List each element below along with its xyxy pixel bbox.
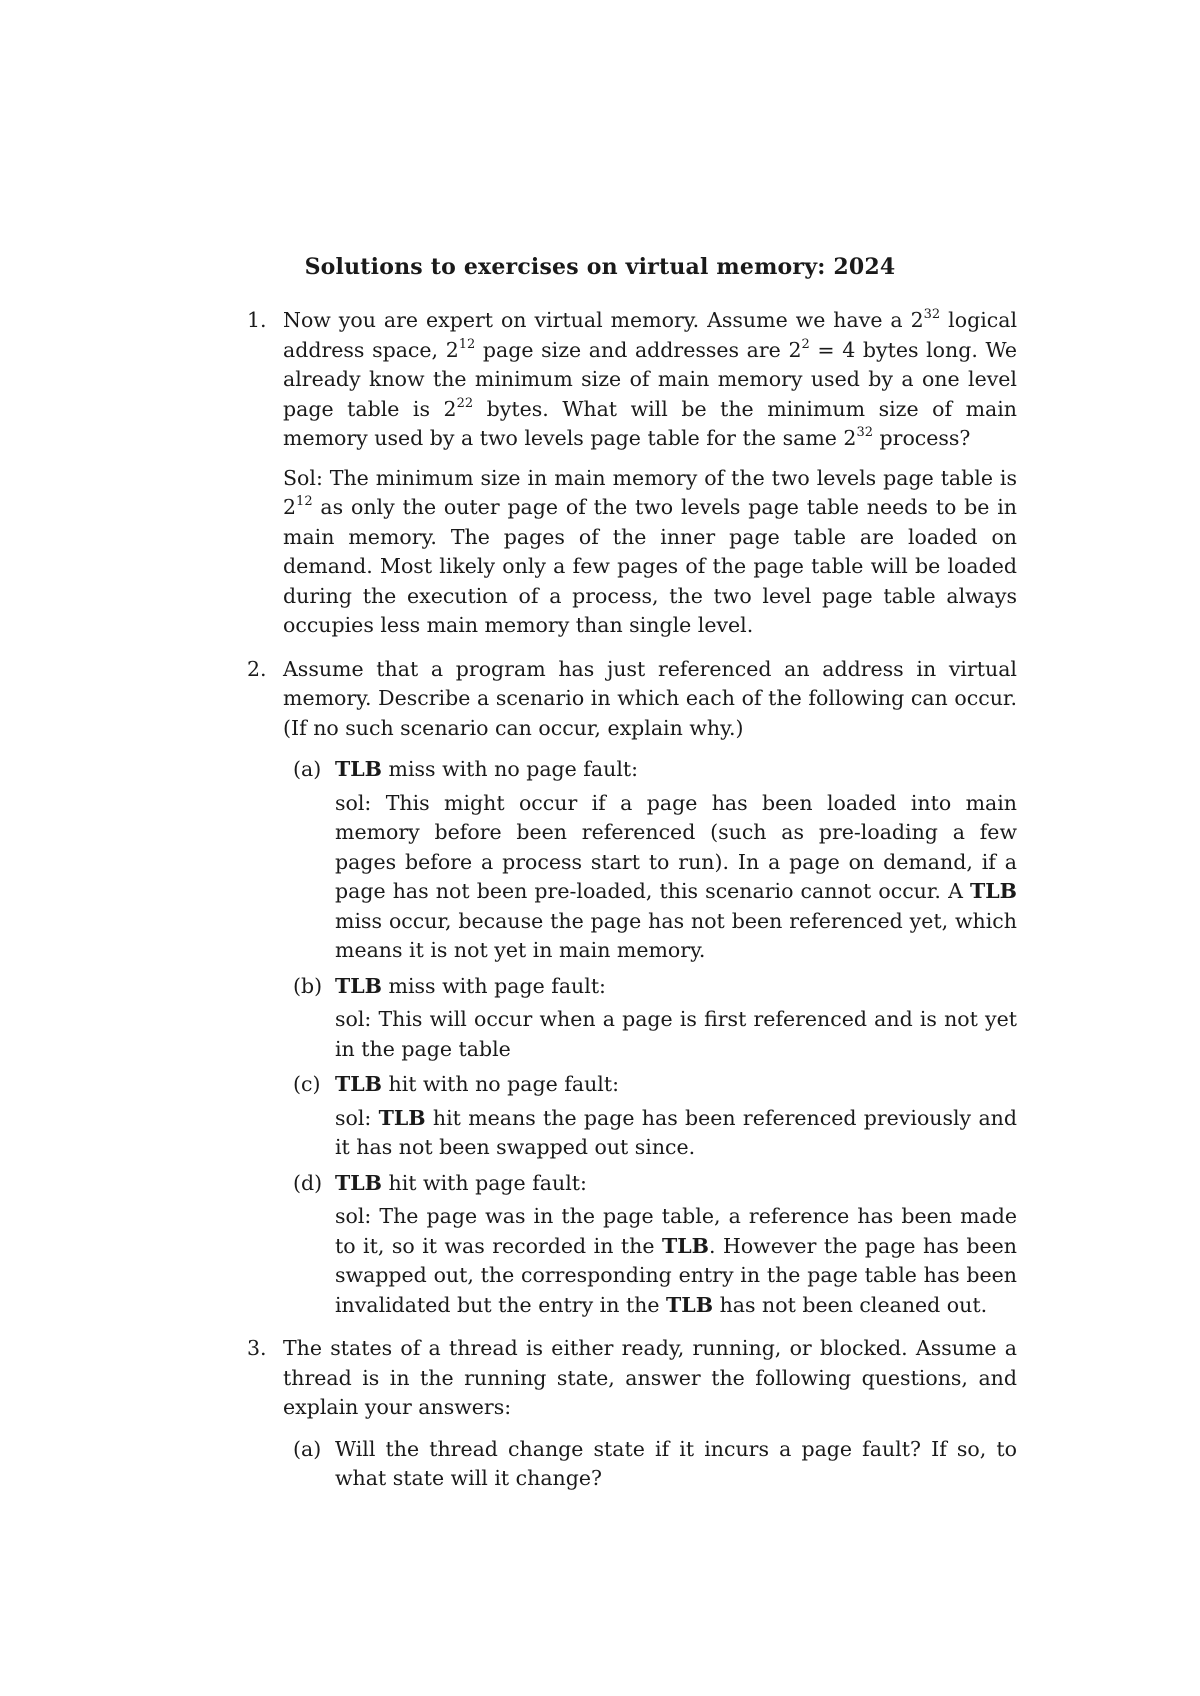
exercise-number: 1.	[247, 308, 267, 332]
text-run: hit with page fault:	[382, 1170, 587, 1195]
sub-question-a	[293, 1435, 1017, 1494]
text-run: sol: The page was in the page table, a reference has been made to it, so it was recorded in the	[335, 1204, 1017, 1258]
exponent: 32	[923, 307, 941, 322]
term-tlb: TLB	[335, 973, 382, 998]
sub-label: (b)	[293, 973, 323, 998]
sub-question-list	[293, 755, 1017, 1320]
sub-question-text	[335, 972, 1017, 1002]
exercise-1-solution	[283, 464, 1017, 641]
text-run: sol: This might occur if a page has been loaded into main memory before been referenced (such as pre-loading a few pages before a process start to run). In a page on demand, if a page has not been pre-loaded, this scenario cannot occur. A	[335, 790, 1017, 903]
text-run: as only the outer page of the two levels page table needs to be in main memory. The pages of the inner page table are loaded on demand. Most likely only a few pages of the page table will be loaded during the execution of a process, the two level page table always occupies less main memory than single level.	[283, 495, 1017, 637]
exercise-2	[247, 655, 1017, 1321]
sub-question-c	[293, 1070, 1017, 1163]
exercise-2-question: Assume that a program has just referenced an address in virtual memory. Describe a scenario in which each of the following can occur. (If no such scenario can occur, explain why.)	[283, 656, 1017, 740]
exponent: 12	[296, 494, 313, 509]
page-title: Solutions to exercises on virtual memory: 2024	[304, 254, 896, 280]
text-run: Now you are expert on virtual memory. Assume we have a 2	[283, 308, 924, 332]
text-run: has not been cleaned out.	[713, 1292, 988, 1317]
text-run: . However the page has been swapped out, the corresponding entry in the page table has been invalidated but the entry in the	[335, 1233, 1017, 1317]
text-run: miss occur, because the page has not been referenced yet, which means it is not yet in main memory.	[335, 908, 1017, 962]
sub-question-list	[293, 1435, 1017, 1494]
exponent: 22	[456, 395, 474, 411]
term-tlb: TLB	[666, 1292, 714, 1317]
text-run: process?	[873, 426, 971, 450]
term-tlb: TLB	[970, 879, 1017, 903]
exercise-3	[247, 1334, 1017, 1494]
text-run: hit means the page has been referenced previously and it has not been swapped out since.	[335, 1105, 1017, 1159]
text-run: page size and addresses are 2	[475, 337, 802, 362]
sub-answer	[335, 1202, 1017, 1320]
term-tlb: TLB	[378, 1105, 426, 1130]
text-run: = 4 bytes long. We already know the minimum size of main memory used by a one level page table is 2	[283, 337, 1018, 421]
text-run: sol:	[335, 1105, 379, 1130]
text-run: hit with no page fault:	[382, 1072, 619, 1096]
term-tlb: TLB	[661, 1233, 709, 1258]
sub-question-text: Will the thread change state if it incurs a page fault? If so, to what state will it change?	[335, 1436, 1017, 1490]
sub-question-b	[293, 972, 1017, 1065]
exercise-1	[247, 306, 1017, 641]
text-run: miss with page fault:	[382, 973, 606, 998]
exercise-number: 2.	[247, 656, 267, 681]
sub-label: (a)	[293, 757, 322, 781]
term-tlb: TLB	[335, 1170, 382, 1195]
exponent: 32	[856, 425, 873, 440]
exponent: 12	[458, 336, 476, 352]
sub-answer	[335, 789, 1017, 966]
sub-answer: sol: This will occur when a page is first referenced and is not yet in the page table	[335, 1007, 1017, 1061]
sub-label: (a)	[293, 1436, 322, 1461]
sub-question-text	[335, 1169, 1017, 1199]
term-tlb: TLB	[335, 757, 382, 781]
text-run: bytes. What will be the minimum size of main memory used by a two levels page table for the same 2	[283, 396, 1017, 450]
sub-label: (c)	[293, 1072, 321, 1096]
text-run: miss with no page fault:	[382, 757, 639, 781]
exercise-1-question	[283, 306, 1017, 454]
text-run: Sol: The minimum size in main memory of the two levels page table is 2	[283, 465, 1017, 519]
sub-question-text	[335, 1070, 1017, 1100]
sub-question-d	[293, 1169, 1017, 1321]
sub-answer	[335, 1104, 1017, 1163]
sub-question-text	[335, 755, 1017, 785]
exercise-3-question: The states of a thread is either ready, running, or blocked. Assume a thread is in the running state, answer the following questions, and explain your answers:	[283, 1336, 1017, 1419]
exponent: 2	[801, 336, 810, 352]
exercise-number: 3.	[247, 1336, 267, 1360]
text-run: logical address space, 2	[283, 308, 1018, 362]
exercise-list	[247, 306, 1017, 1508]
term-tlb: TLB	[335, 1072, 382, 1096]
sub-label: (d)	[293, 1170, 323, 1195]
sub-question-a	[293, 755, 1017, 966]
